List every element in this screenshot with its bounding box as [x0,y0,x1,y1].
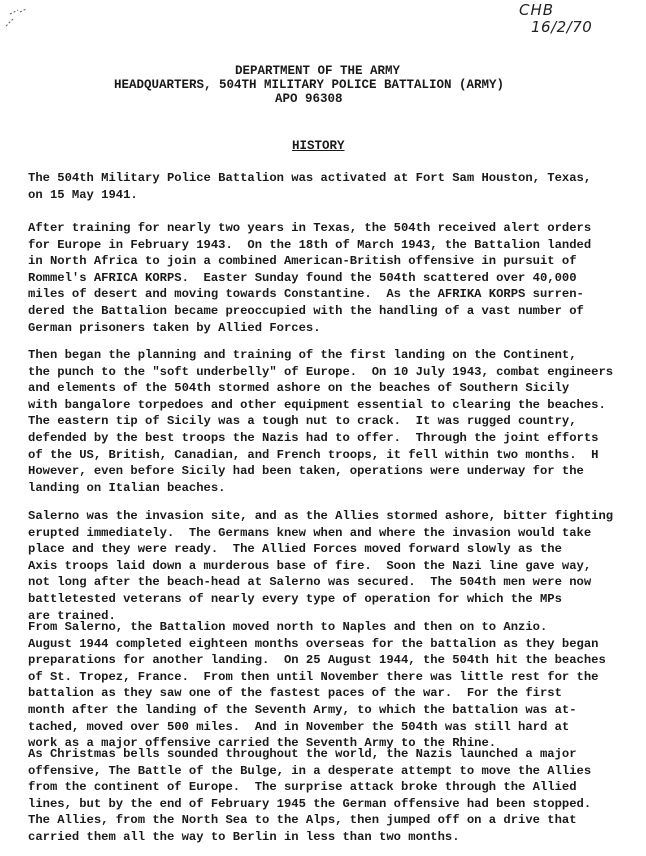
paragraph-5 [28,619,638,752]
text-line: place and they were ready. The Allied Forces moved forward slowly as the [28,542,562,557]
text-line: with bangalore torpedoes and other equipment essential to clearing the beaches. [28,397,606,412]
text-line: month after the landing of the Seventh Army, to which the battalion was at- [28,702,577,717]
text-line: tached, moved over 500 miles. And in November the 504th was still hard at [28,719,570,734]
text-line: not long after the beach-head at Salerno was secured. The 504th men were now [28,575,592,590]
page-title: HISTORY [292,139,345,153]
text-line: Rommel's AFRICA KORPS. Easter Sunday found the 504th scattered over 40,000 [28,270,577,285]
text-line: and elements of the 504th stormed ashore on the beaches of Southern Sicily [28,381,570,396]
text-line: The 504th Military Police Battalion was activated at Fort Sam Houston, Texas, [28,171,592,185]
paragraph-1 [28,170,638,203]
text-line: battalion as they saw one of the fastest paces of the war. For the first [28,686,562,701]
text-line: for Europe in February 1943. On the 18th of March 1943, the Battalion landed [28,237,592,252]
text-line: of St. Tropez, France. From then until November there was little rest for the [28,669,599,684]
text-line: After training for nearly two years in Texas, the 504th received alert orders [28,221,592,235]
letterhead-apo: APO 96308 [275,92,343,106]
text-line: are trained. [28,608,116,623]
text-line: landing on Italian beaches. [28,480,226,495]
letterhead-department: DEPARTMENT OF THE ARMY [235,64,401,78]
text-line: offensive, The Battle of the Bulge, in a desperate attempt to move the Allies [28,763,592,778]
pen-mark-icon [4,6,30,28]
text-line: The eastern tip of Sicily was a tough nut to crack. It was rugged country, [28,414,577,429]
paragraph-6 [28,746,638,846]
text-line: in North Africa to join a combined American-British offensive in pursuit of [28,254,577,269]
text-line: preparations for another landing. On 25 August 1944, the 504th hit the beaches [28,653,606,668]
handwritten-note-line1: CHB [519,1,555,19]
text-line: lines, but by the end of February 1945 the German offensive had been stopped. [28,796,592,811]
text-line: carried them all the way to Berlin in less than two months. [28,829,460,844]
text-line: From Salerno, the Battalion moved north to Naples and then on to Anzio. [28,620,548,634]
text-line: work as a major offensive carried the Seventh Army to the Rhine. [28,736,497,751]
handwritten-note-line2: 16/2/70 [531,18,593,36]
paragraph-4 [28,508,638,624]
text-line: Salerno was the invasion site, and as the Allies stormed ashore, bitter fighting [28,509,614,523]
text-line: battletested veterans of nearly every type of operation for which the MPs [28,591,562,606]
text-line: As Christmas bells sounded throughout the world, the Nazis launched a major [28,747,577,761]
text-line: Then began the planning and training of the first landing on the Continent, [28,348,577,362]
text-line: defended by the best troops the Nazis had to offer. Through the joint efforts [28,430,599,445]
text-line: However, even before Sicily had been taken, operations were underway for the [28,464,584,479]
text-line: Axis troops laid down a murderous base of fire. Soon the Nazi line gave way, [28,558,592,573]
text-line: dered the Battalion became preoccupied with the handling of a vast number of [28,303,584,318]
paragraph-2 [28,220,638,336]
text-line: August 1944 completed eighteen months overseas for the battalion as they began [28,636,599,651]
text-line: erupted immediately. The Germans knew when and where the invasion would take [28,525,592,540]
paragraph-3 [28,347,638,496]
text-line: The Allies, from the North Sea to the Alps, then jumped off on a drive that [28,813,577,828]
text-line: German prisoners taken by Allied Forces. [28,320,321,335]
text-line: of the US, British, Canadian, and French troops, it fell within two months. H [28,447,599,462]
letterhead-headquarters: HEADQUARTERS, 504TH MILITARY POLICE BATTALION (ARMY) [114,78,505,92]
text-line: miles of desert and moving towards Constantine. As the AFRIKA KORPS surren- [28,287,584,302]
text-line: the punch to the "soft underbelly" of Europe. On 10 July 1943, combat engineers [28,364,614,379]
text-line: from the continent of Europe. The surprise attack broke through the Allied [28,780,577,795]
text-line: on 15 May 1941. [28,187,138,202]
